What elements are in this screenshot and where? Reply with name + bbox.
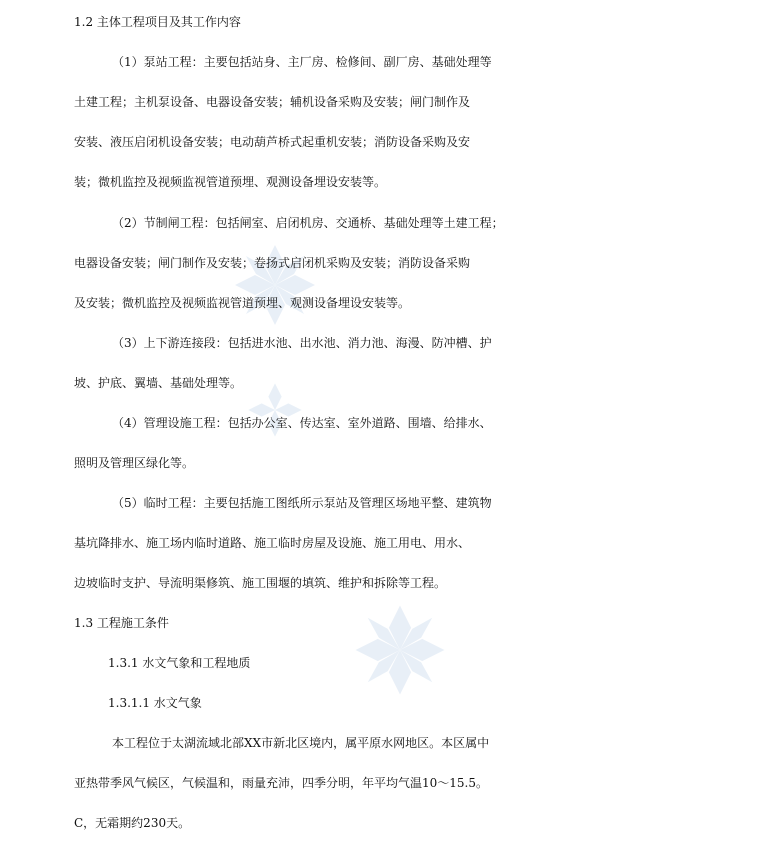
paragraph-line: 亚热带季风气候区，气候温和，雨量充沛，四季分明，年平均气温10～15.5。 [74,776,488,790]
paragraph-line: C，无霜期约230天。 [74,816,191,830]
paragraph-line: 装；微机监控及视频监视管道预埋、观测设备埋设安装等。 [74,175,387,189]
heading-1-2: 1.2 主体工程项目及其工作内容 [74,15,241,29]
paragraph-line: 边坡临时支护、导流明渠修筑、施工围堰的填筑、维护和拆除等工程。 [74,576,447,590]
paragraph-line: （5）临时工程：主要包括施工图纸所示泵站及管理区场地平整、建筑物 [112,496,492,510]
paragraph-line: 电器设备安装；闸门制作及安装；卷扬式启闭机采购及安装；消防设备采购 [74,256,471,270]
paragraph-line: 本工程位于太湖流域北部XX市新北区境内，属平原水网地区。本区属中 [112,736,490,750]
paragraph-line: 土建工程；主机泵设备、电器设备安装；辅机设备采购及安装；闸门制作及 [74,95,471,109]
paragraph-line: 照明及管理区绿化等。 [74,456,195,470]
paragraph-line: （1）泵站工程：主要包括站身、主厂房、检修间、副厂房、基础处理等 [112,55,492,69]
paragraph-line: 坡、护底、翼墙、基础处理等。 [74,376,243,390]
heading-1-3-1: 1.3.1 水文气象和工程地质 [108,656,251,670]
heading-1-3: 1.3 工程施工条件 [74,616,169,630]
paragraph-line: （2）节制闸工程：包括闸室、启闭机房、交通桥、基础处理等土建工程； [112,216,504,230]
paragraph-line: （4）管理设施工程：包括办公室、传达室、室外道路、围墙、给排水、 [112,416,492,430]
paragraph-line: 及安装；微机监控及视频监视管道预埋、观测设备埋设安装等。 [74,296,411,310]
paragraph-line: 安装、液压启闭机设备安装；电动葫芦桥式起重机安装；消防设备采购及安 [74,135,471,149]
paragraph-line: （3）上下游连接段：包括进水池、出水池、消力池、海漫、防冲槽、护 [112,336,492,350]
paragraph-line: 基坑降排水、施工场内临时道路、施工临时房屋及设施、施工用电、用水、 [74,536,471,550]
heading-1-3-1-1: 1.3.1.1 水文气象 [108,696,202,710]
